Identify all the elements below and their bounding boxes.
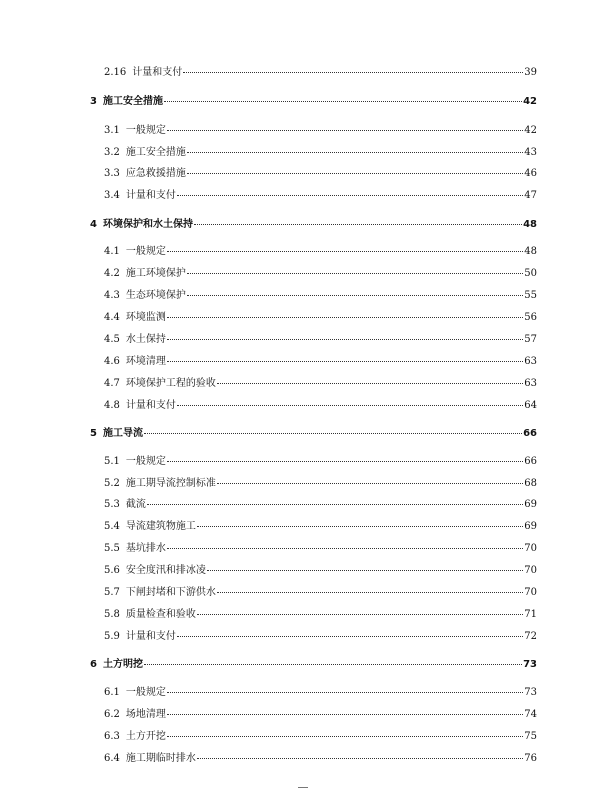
toc-entry-4-8[interactable] bbox=[104, 400, 537, 412]
toc-page-number: 69 bbox=[524, 521, 537, 532]
toc-page-number: 64 bbox=[524, 400, 537, 411]
dot-leader bbox=[197, 526, 523, 527]
toc-number: 2.16 bbox=[104, 67, 127, 78]
toc-title: 生态环境保护 bbox=[125, 290, 186, 301]
toc-title: 质量检查和验收 bbox=[125, 609, 196, 620]
toc-entry-4-1[interactable] bbox=[104, 246, 537, 258]
page-edge-mark bbox=[298, 787, 308, 788]
toc-title: 土方明挖 bbox=[102, 659, 143, 670]
dot-leader bbox=[167, 339, 523, 340]
dot-leader bbox=[167, 317, 523, 318]
toc-entry-3-4[interactable] bbox=[104, 190, 537, 202]
toc-number: 4.1 bbox=[104, 246, 120, 257]
toc-page-number: 55 bbox=[524, 290, 537, 301]
dot-leader bbox=[177, 405, 523, 406]
toc-page-number: 74 bbox=[524, 709, 537, 720]
toc-title: 基坑排水 bbox=[125, 543, 166, 554]
toc-entry-4-3[interactable] bbox=[104, 290, 537, 302]
toc-page-number: 48 bbox=[524, 246, 537, 257]
toc-page-number: 73 bbox=[524, 687, 537, 698]
toc-entry-5-8[interactable] bbox=[104, 609, 537, 621]
toc-title: 一般规定 bbox=[125, 125, 166, 136]
toc-number: 4.6 bbox=[104, 356, 120, 367]
toc-entry-4-4[interactable] bbox=[104, 312, 537, 324]
dot-leader bbox=[167, 251, 523, 252]
toc-title: 计量和支付 bbox=[125, 631, 176, 642]
dot-leader bbox=[183, 72, 523, 73]
toc-title: 施工安全措施 bbox=[102, 96, 163, 107]
toc-page-number: 71 bbox=[524, 609, 537, 620]
toc-title: 施工安全措施 bbox=[125, 147, 186, 158]
toc-page-number: 72 bbox=[524, 631, 537, 642]
toc-entry-3-1[interactable] bbox=[104, 125, 537, 137]
toc-number: 5.8 bbox=[104, 609, 120, 620]
toc-entry-4-7[interactable] bbox=[104, 378, 537, 390]
toc-title: 环境保护工程的验收 bbox=[125, 378, 216, 389]
toc-title: 一般规定 bbox=[125, 687, 166, 698]
dot-leader bbox=[187, 173, 523, 174]
toc-page-number: 69 bbox=[524, 499, 537, 510]
dot-leader bbox=[164, 101, 522, 102]
dot-leader bbox=[144, 664, 522, 665]
dot-leader bbox=[177, 636, 523, 637]
toc-page-number: 66 bbox=[524, 456, 537, 467]
toc-entry-5-3[interactable] bbox=[104, 499, 537, 511]
dot-leader bbox=[187, 152, 523, 153]
dot-leader bbox=[207, 570, 523, 571]
dot-leader bbox=[167, 548, 523, 549]
toc-number: 3.3 bbox=[104, 168, 120, 179]
dot-leader bbox=[167, 461, 523, 462]
toc-number: 3 bbox=[90, 96, 97, 107]
toc-number: 5 bbox=[90, 428, 97, 439]
toc-number: 5.1 bbox=[104, 456, 120, 467]
dot-leader bbox=[217, 592, 523, 593]
toc-page-number: 48 bbox=[523, 219, 537, 230]
dot-leader bbox=[187, 295, 523, 296]
toc-title: 施工导流 bbox=[102, 428, 143, 439]
toc-chapter-5[interactable] bbox=[90, 428, 537, 440]
toc-page-number: 63 bbox=[524, 356, 537, 367]
dot-leader bbox=[217, 383, 523, 384]
toc-title: 施工期导流控制标准 bbox=[125, 478, 216, 489]
toc-entry-5-1[interactable] bbox=[104, 456, 537, 468]
toc-number: 5.6 bbox=[104, 565, 120, 576]
dot-leader bbox=[177, 195, 523, 196]
toc-page-number: 50 bbox=[524, 268, 537, 279]
toc-title: 土方开挖 bbox=[125, 731, 166, 742]
toc-number: 4.3 bbox=[104, 290, 120, 301]
toc-title: 安全度汛和排冰凌 bbox=[125, 565, 206, 576]
dot-leader bbox=[187, 273, 523, 274]
toc-title: 一般规定 bbox=[125, 456, 166, 467]
toc-entry-5-2[interactable] bbox=[104, 478, 537, 490]
toc-entry-5-7[interactable] bbox=[104, 587, 537, 599]
toc-page-number: 57 bbox=[524, 334, 537, 345]
toc-entry-6-3[interactable] bbox=[104, 731, 537, 743]
toc-number: 5.4 bbox=[104, 521, 120, 532]
toc-number: 4.4 bbox=[104, 312, 120, 323]
toc-chapter-6[interactable] bbox=[90, 659, 537, 671]
toc-page-number: 63 bbox=[524, 378, 537, 389]
toc-entry-6-2[interactable] bbox=[104, 709, 537, 721]
toc-entry-3-2[interactable] bbox=[104, 147, 537, 159]
toc-number: 6.1 bbox=[104, 687, 120, 698]
toc-number: 4.8 bbox=[104, 400, 120, 411]
toc-title: 一般规定 bbox=[125, 246, 166, 257]
toc-page-number: 75 bbox=[524, 731, 537, 742]
toc-chapter-4[interactable] bbox=[90, 219, 537, 231]
toc-title: 施工期临时排水 bbox=[125, 753, 196, 764]
toc-number: 4 bbox=[90, 219, 97, 230]
toc-number: 3.4 bbox=[104, 190, 120, 201]
toc-number: 6.4 bbox=[104, 753, 120, 764]
toc-page-number: 73 bbox=[523, 659, 537, 670]
toc-title: 环境清理 bbox=[125, 356, 166, 367]
dot-leader bbox=[197, 614, 523, 615]
dot-leader bbox=[167, 361, 523, 362]
toc-number: 5.9 bbox=[104, 631, 120, 642]
toc-title: 计量和支付 bbox=[125, 190, 176, 201]
dot-leader bbox=[144, 433, 522, 434]
toc-number: 5.3 bbox=[104, 499, 120, 510]
toc-title: 计量和支付 bbox=[125, 400, 176, 411]
toc-entry-4-6[interactable] bbox=[104, 356, 537, 368]
toc-entry-5-9[interactable] bbox=[104, 631, 537, 643]
toc-title: 截流 bbox=[125, 499, 146, 510]
toc-entry-5-6[interactable] bbox=[104, 565, 537, 577]
dot-leader bbox=[194, 224, 522, 225]
toc-title: 环境保护和水土保持 bbox=[102, 219, 193, 230]
dot-leader bbox=[147, 504, 523, 505]
toc-page-number: 42 bbox=[524, 125, 537, 136]
toc-chapter-3[interactable] bbox=[90, 96, 537, 108]
dot-leader bbox=[167, 714, 523, 715]
toc-page-number: 43 bbox=[524, 147, 537, 158]
toc-title: 水土保持 bbox=[125, 334, 166, 345]
toc-page-number: 47 bbox=[524, 190, 537, 201]
toc-number: 4.7 bbox=[104, 378, 120, 389]
toc-page-number: 70 bbox=[524, 587, 537, 598]
toc-entry-4-5[interactable] bbox=[104, 334, 537, 346]
dot-leader bbox=[197, 758, 523, 759]
toc-page-number: 42 bbox=[523, 96, 537, 107]
toc-entry-6-1[interactable] bbox=[104, 687, 537, 699]
toc-page-number: 39 bbox=[524, 67, 537, 78]
toc-title: 环境监测 bbox=[125, 312, 166, 323]
toc-number: 6 bbox=[90, 659, 97, 670]
toc-number: 4.2 bbox=[104, 268, 120, 279]
toc-number: 6.2 bbox=[104, 709, 120, 720]
toc-page-number: 70 bbox=[524, 565, 537, 576]
toc-number: 4.5 bbox=[104, 334, 120, 345]
toc-number: 3.2 bbox=[104, 147, 120, 158]
toc-title: 应急救援措施 bbox=[125, 168, 186, 179]
toc-number: 6.3 bbox=[104, 731, 120, 742]
toc-title: 计量和支付 bbox=[132, 67, 183, 78]
toc-entry-2-16[interactable] bbox=[104, 67, 537, 79]
toc-entry-4-2[interactable] bbox=[104, 268, 537, 280]
toc-entry-5-4[interactable] bbox=[104, 521, 537, 533]
dot-leader bbox=[167, 736, 523, 737]
dot-leader bbox=[217, 483, 523, 484]
toc-page-number: 46 bbox=[524, 168, 537, 179]
toc-title: 施工环境保护 bbox=[125, 268, 186, 279]
toc-page-number: 66 bbox=[523, 428, 537, 439]
toc-page-number: 70 bbox=[524, 543, 537, 554]
toc-entry-3-3[interactable] bbox=[104, 168, 537, 180]
dot-leader bbox=[167, 692, 523, 693]
toc-number: 3.1 bbox=[104, 125, 120, 136]
toc-page-number: 56 bbox=[524, 312, 537, 323]
toc-title: 场地清理 bbox=[125, 709, 166, 720]
toc-number: 5.2 bbox=[104, 478, 120, 489]
dot-leader bbox=[167, 130, 523, 131]
toc-entry-6-4[interactable] bbox=[104, 753, 537, 765]
toc-number: 5.7 bbox=[104, 587, 120, 598]
toc-title: 导流建筑物施工 bbox=[125, 521, 196, 532]
toc-page-number: 76 bbox=[524, 753, 537, 764]
toc-entry-5-5[interactable] bbox=[104, 543, 537, 555]
toc-page-number: 68 bbox=[524, 478, 537, 489]
toc-title: 下闸封堵和下游供水 bbox=[125, 587, 216, 598]
toc-number: 5.5 bbox=[104, 543, 120, 554]
